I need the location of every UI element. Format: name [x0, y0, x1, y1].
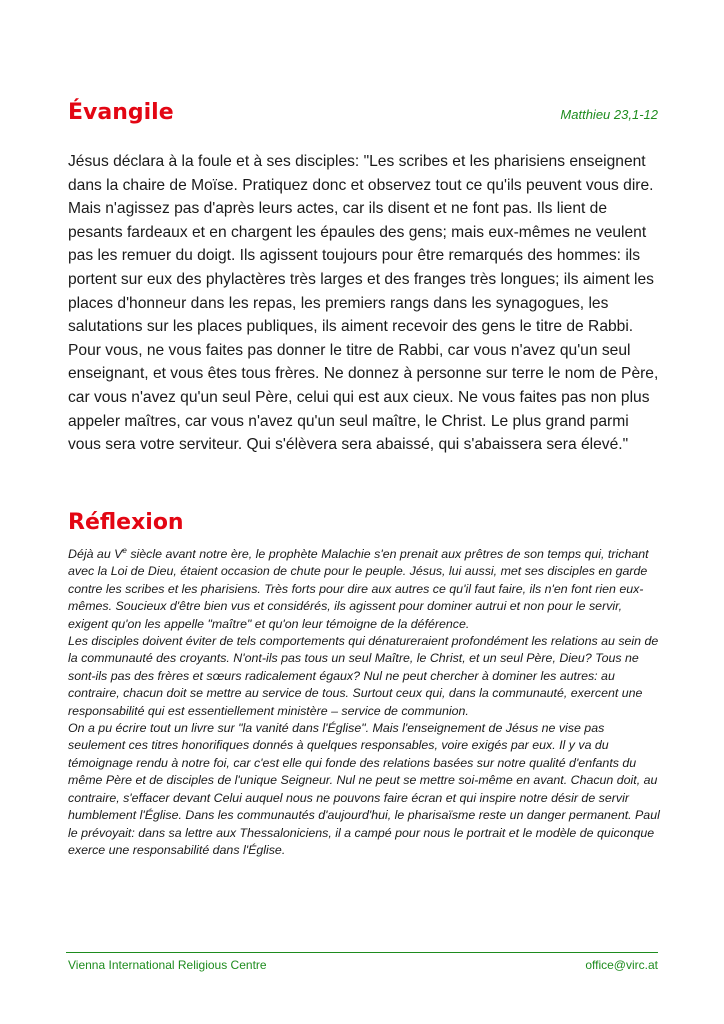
footer-email[interactable]: office@virc.at	[585, 958, 658, 972]
reflection-paragraph-3: On a pu écrire tout un livre sur "la vanité dans l'Église". Mais l'enseignement de Jésus ne vise pas seulement ces titres honorifiques donnés à quelques responsables, voire exigés par eux. Il y va du témoignage rendu à notre foi, car c'est elle qui fonde des relations basées sur notre qualité d'enfants du même Père et de disciples de l'unique Seigneur. Nul ne peut se mettre soi-même en avant. Chacun doit, au contraire, s'effacer devant Celui auquel nous ne pouvons faire écran et qui inspire notre désir de servir humblement l'Église. Dans les communautés d'aujourd'hui, le pharisaïsme reste un danger permanent. Paul le prévoyait: dans sa lettre aux Thessaloniciens, il a campé pour nous le portrait et le modèle de quiconque exerce une responsabilité dans l'Église.	[68, 721, 660, 857]
gospel-heading-row	[68, 100, 658, 125]
gospel-title: Évangile	[68, 100, 174, 125]
gospel-text: Jésus déclara à la foule et à ses disciples: "Les scribes et les pharisiens enseignent dans la chaire de Moïse. Pratiquez donc et observez tout ce qu'ils peuvent vous dire. Mais n'agissez pas d'après leurs actes, car ils disent et ne font pas. Ils lient de pesants fardeaux et en chargent les épaules des gens; mais eux-mêmes ne veulent pas les remuer du doigt. Ils agissent toujours pour être remarqués des hommes: ils portent sur eux des phylactères très larges et des franges très longues; ils aiment les places d'honneur dans les repas, les premiers rangs dans les synagogues, les salutations sur les places publiques, ils aiment recevoir des gens le titre de Rabbi. Pour vous, ne vous faites pas donner le titre de Rabbi, car vous n'avez qu'un seul enseignant, et vous êtes tous frères. Ne donnez à personne sur terre le nom de Père, car vous n'avez qu'un seul Père, celui qui est aux cieux. Ne vous faites pas non plus appeler maîtres, car vous n'avez qu'un seul maître, le Christ. Le plus grand parmi vous sera votre serviteur. Qui s'élèvera sera abaissé, qui s'abaissera sera élevé."	[68, 153, 659, 454]
reflection-title: Réflexion	[68, 510, 184, 535]
reflection-paragraph-2: Les disciples doivent éviter de tels comportements qui dénatureraient profondément les relations au sein de la communauté des croyants. N'ont-ils pas tous un seul Maître, le Christ, et un seul Père, Dieu? Tous ne sont-ils pas des frères et sœurs radicalement égaux? Nul ne peut chercher à dominer les autres: au contraire, chacun doit se mettre au service de tous. Surtout ceux qui, dans la communauté, exercent une responsabilité qui est essentiellement ministère – service de communion.	[68, 634, 659, 718]
reflection-p1-rest: siècle avant notre ère, le prophète Malachie s'en prenait aux prêtres de son temps qui, trichant avec la Loi de Dieu, étaient occasion de chute pour le peuple. Jésus, lui aussi, met ses disciples en garde contre les scribes et les pharisiens. Très forts pour dire aux autres ce qu'il faut faire, ils n'en font rien eux-mêmes. Soucieux d'être bien vus et considérés, ils agissent pour dominer autrui et non pour le servir, exigent qu'on les appelle "maître" et qu'on leur témoigne de la déférence.	[68, 547, 649, 631]
footer-divider	[66, 952, 658, 953]
reflection-text	[68, 546, 662, 859]
reflection-heading-row	[68, 510, 658, 535]
footer-organization: Vienna International Religious Centre	[68, 958, 267, 972]
reflection-paragraph-1	[68, 546, 662, 633]
century-superscript: e	[122, 545, 127, 555]
scripture-reference: Matthieu 23,1-12	[560, 107, 658, 122]
footer	[68, 958, 658, 972]
reflection-p1-start: Déjà au V	[68, 547, 123, 561]
